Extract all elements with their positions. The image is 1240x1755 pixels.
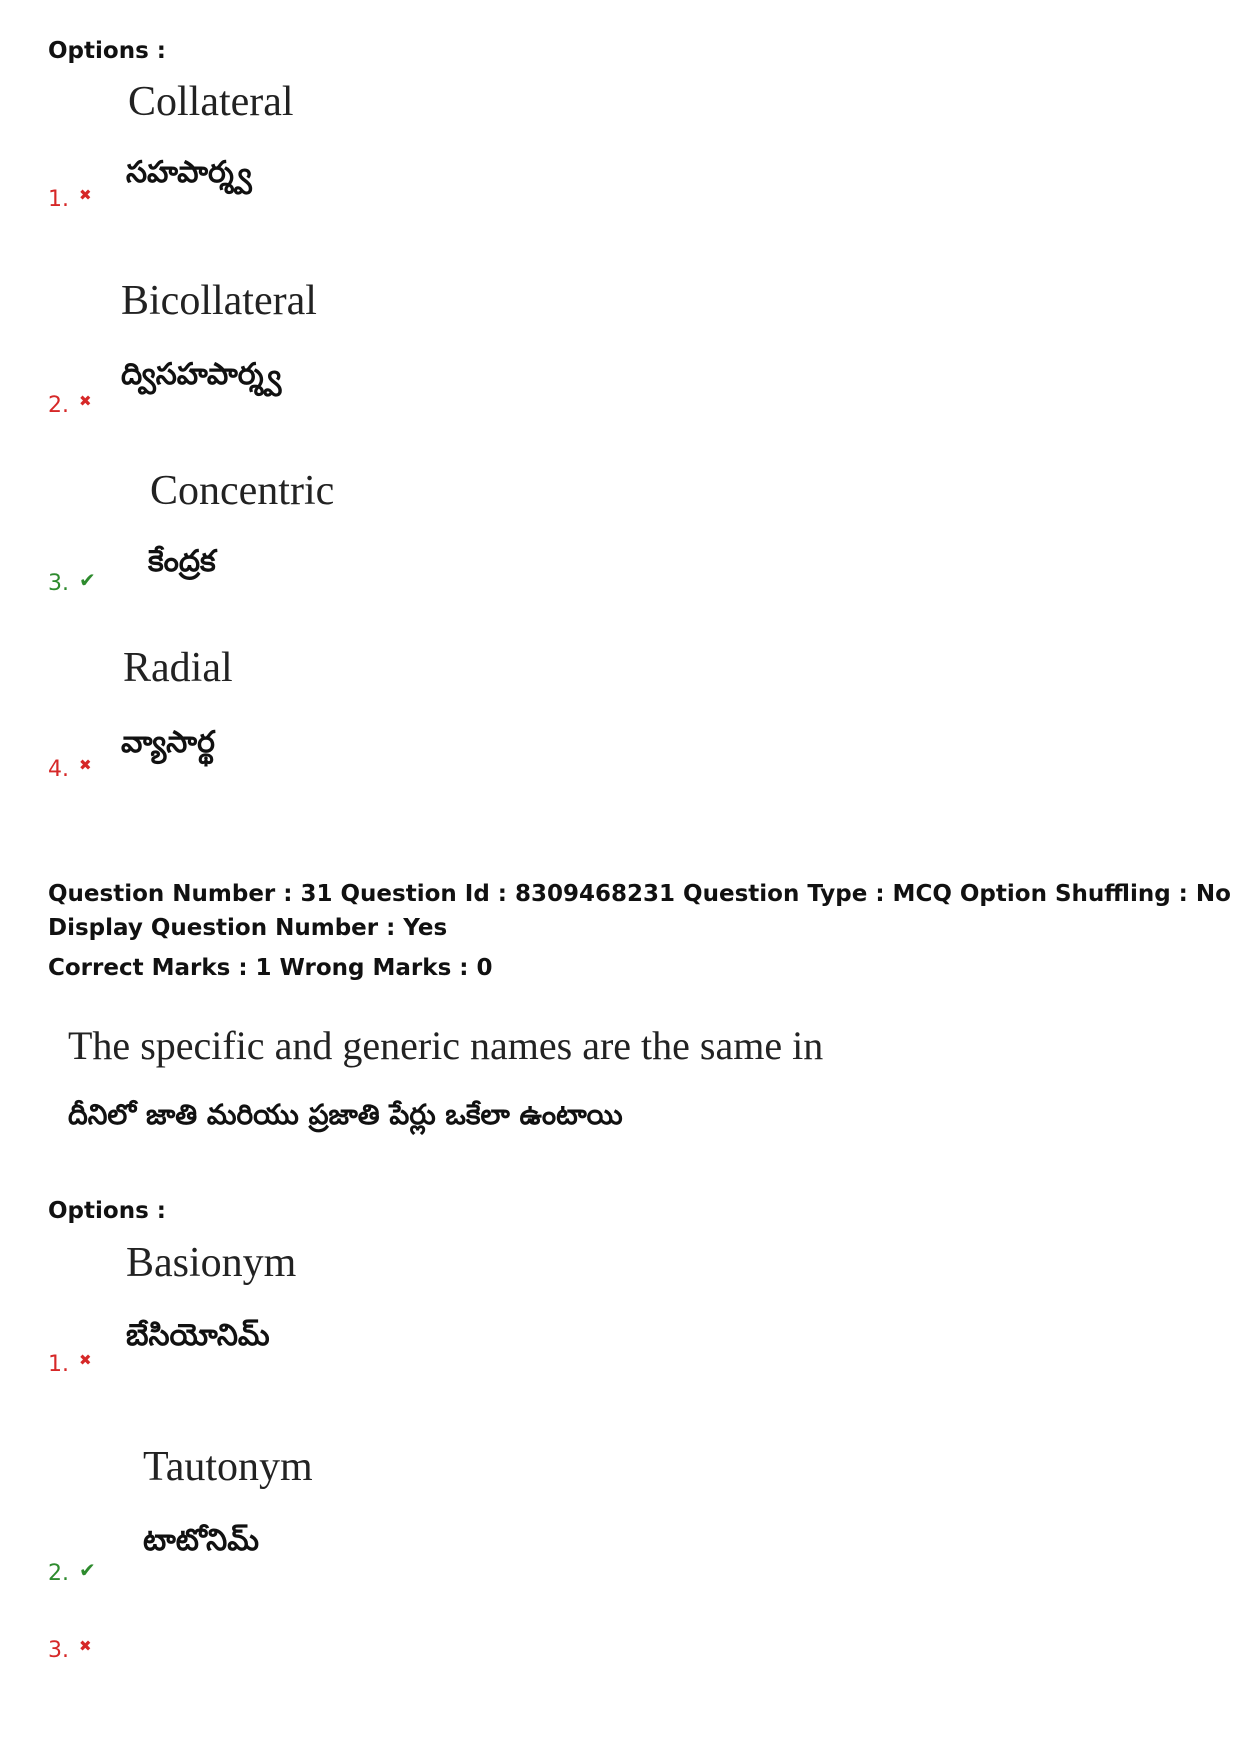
option-number: 1. <box>48 1352 69 1377</box>
option-2-english: Bicollateral <box>121 278 317 324</box>
cross-mark-icon: ✖ <box>79 756 92 774</box>
marks-info: Correct Marks : 1 Wrong Marks : 0 <box>48 955 493 981</box>
option-4-marker <box>48 757 92 782</box>
option-2-telugu: ద్విసహపార్శ్వ <box>121 357 282 392</box>
option-3-marker <box>48 1638 92 1663</box>
option-3-english: Concentric <box>150 468 335 514</box>
option-3-marker <box>48 568 96 596</box>
cross-mark-icon: ✖ <box>79 1351 92 1369</box>
option-3-telugu: కేంద్రక <box>148 544 216 579</box>
option-2-marker <box>48 393 92 418</box>
option-2-english: Tautonym <box>143 1444 313 1490</box>
option-1-english: Basionym <box>126 1240 297 1286</box>
question-meta: Question Number : 31 Question Id : 8309468231 Question Type : MCQ Option Shuffling : No <box>48 881 1231 907</box>
option-number: 1. <box>48 187 69 212</box>
options-label: Options : <box>48 1198 166 1224</box>
option-1-english: Collateral <box>128 79 294 125</box>
options-label: Options : <box>48 38 166 64</box>
check-mark-icon: ✔ <box>79 1558 96 1582</box>
option-number: 3. <box>48 571 69 596</box>
option-1-marker <box>48 187 92 212</box>
option-2-marker <box>48 1558 96 1586</box>
option-4-telugu: వ్యాసార్థ <box>121 725 215 760</box>
check-mark-icon: ✔ <box>79 568 96 592</box>
option-1-marker <box>48 1352 92 1377</box>
cross-mark-icon: ✖ <box>79 392 92 410</box>
option-number: 2. <box>48 1561 69 1586</box>
option-number: 3. <box>48 1638 69 1663</box>
option-number: 4. <box>48 757 69 782</box>
option-1-telugu: సహపార్శ్వ <box>126 155 252 190</box>
display-question-number: Display Question Number : Yes <box>48 915 448 941</box>
question-text-telugu: దీనిలో జాతి మరియు ప్రజాతి పేర్లు ఒకేలా ఉంటాయి <box>68 1098 623 1131</box>
option-4-english: Radial <box>123 645 233 691</box>
cross-mark-icon: ✖ <box>79 1637 92 1655</box>
question-text-english: The specific and generic names are the same in <box>68 1023 824 1068</box>
cross-mark-icon: ✖ <box>79 186 92 204</box>
option-2-telugu: టాటోనిమ్ <box>143 1523 259 1558</box>
option-number: 2. <box>48 393 69 418</box>
option-1-telugu: బేసియోనిమ్ <box>126 1318 270 1353</box>
